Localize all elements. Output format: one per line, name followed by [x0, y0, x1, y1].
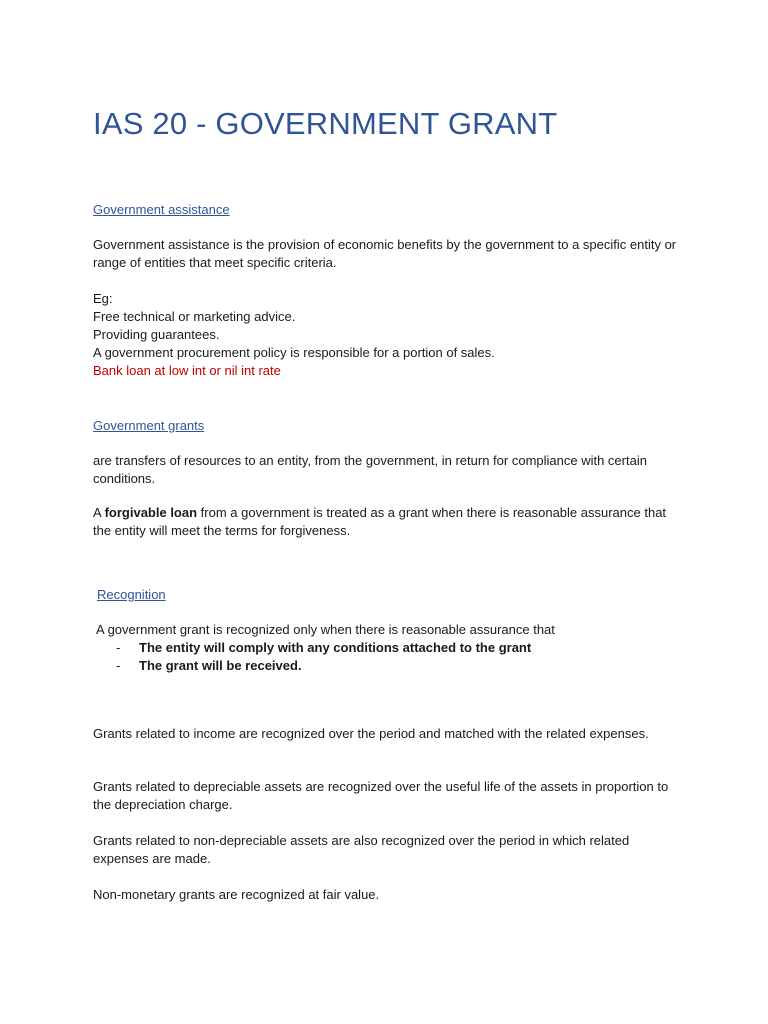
rule-non-monetary-grants: Non-monetary grants are recognized at fair value. — [93, 887, 380, 902]
heading-recognition: Recognition — [97, 587, 166, 602]
condition-text: The grant will be received. — [139, 658, 302, 673]
rule-income-grants: Grants related to income are recognized over the period and matched with the related expenses. — [93, 726, 649, 741]
assistance-definition: Government assistance is the provision of economic benefits by the government to a specific entity or range of entities that meet specific criteria. — [93, 237, 677, 270]
example-item-highlighted: Bank loan at low int or nil int rate — [93, 363, 281, 378]
heading-government-assistance: Government assistance — [93, 202, 230, 217]
forgivable-prefix: A — [93, 505, 105, 520]
example-item: Free technical or marketing advice. — [93, 309, 296, 324]
condition-text: The entity will comply with any conditions attached to the grant — [139, 640, 532, 655]
forgivable-loan-term: forgivable loan — [104, 505, 198, 520]
bullet-dash: - — [116, 640, 121, 655]
recognition-conditions-list — [116, 639, 531, 675]
rule-non-depreciable-assets: Grants related to non-depreciable assets are also recognized over the period in which related expenses are made. — [93, 833, 630, 866]
recognition-intro: A government grant is recognized only when there is reasonable assurance that — [96, 622, 555, 637]
rule-depreciable-assets: Grants related to depreciable assets are recognized over the useful life of the assets in proportion to the depreciation charge. — [93, 779, 669, 812]
example-item: Providing guarantees. — [93, 327, 220, 342]
assistance-examples — [93, 290, 683, 380]
condition-item — [116, 639, 531, 657]
bullet-dash: - — [116, 658, 121, 673]
grants-definition: are transfers of resources to an entity, from the government, in return for compliance with certain conditions. — [93, 453, 647, 486]
forgivable-suffix: from a government is treated as a grant when there is reasonable assurance that the entity will meet the terms for forgiveness. — [93, 505, 667, 538]
examples-label: Eg: — [93, 291, 113, 306]
example-item: A government procurement policy is responsible for a portion of sales. — [93, 345, 495, 360]
forgivable-loan-paragraph — [93, 504, 683, 540]
condition-item — [116, 657, 531, 675]
document-title: IAS 20 - GOVERNMENT GRANT — [93, 106, 558, 141]
heading-government-grants: Government grants — [93, 418, 205, 433]
